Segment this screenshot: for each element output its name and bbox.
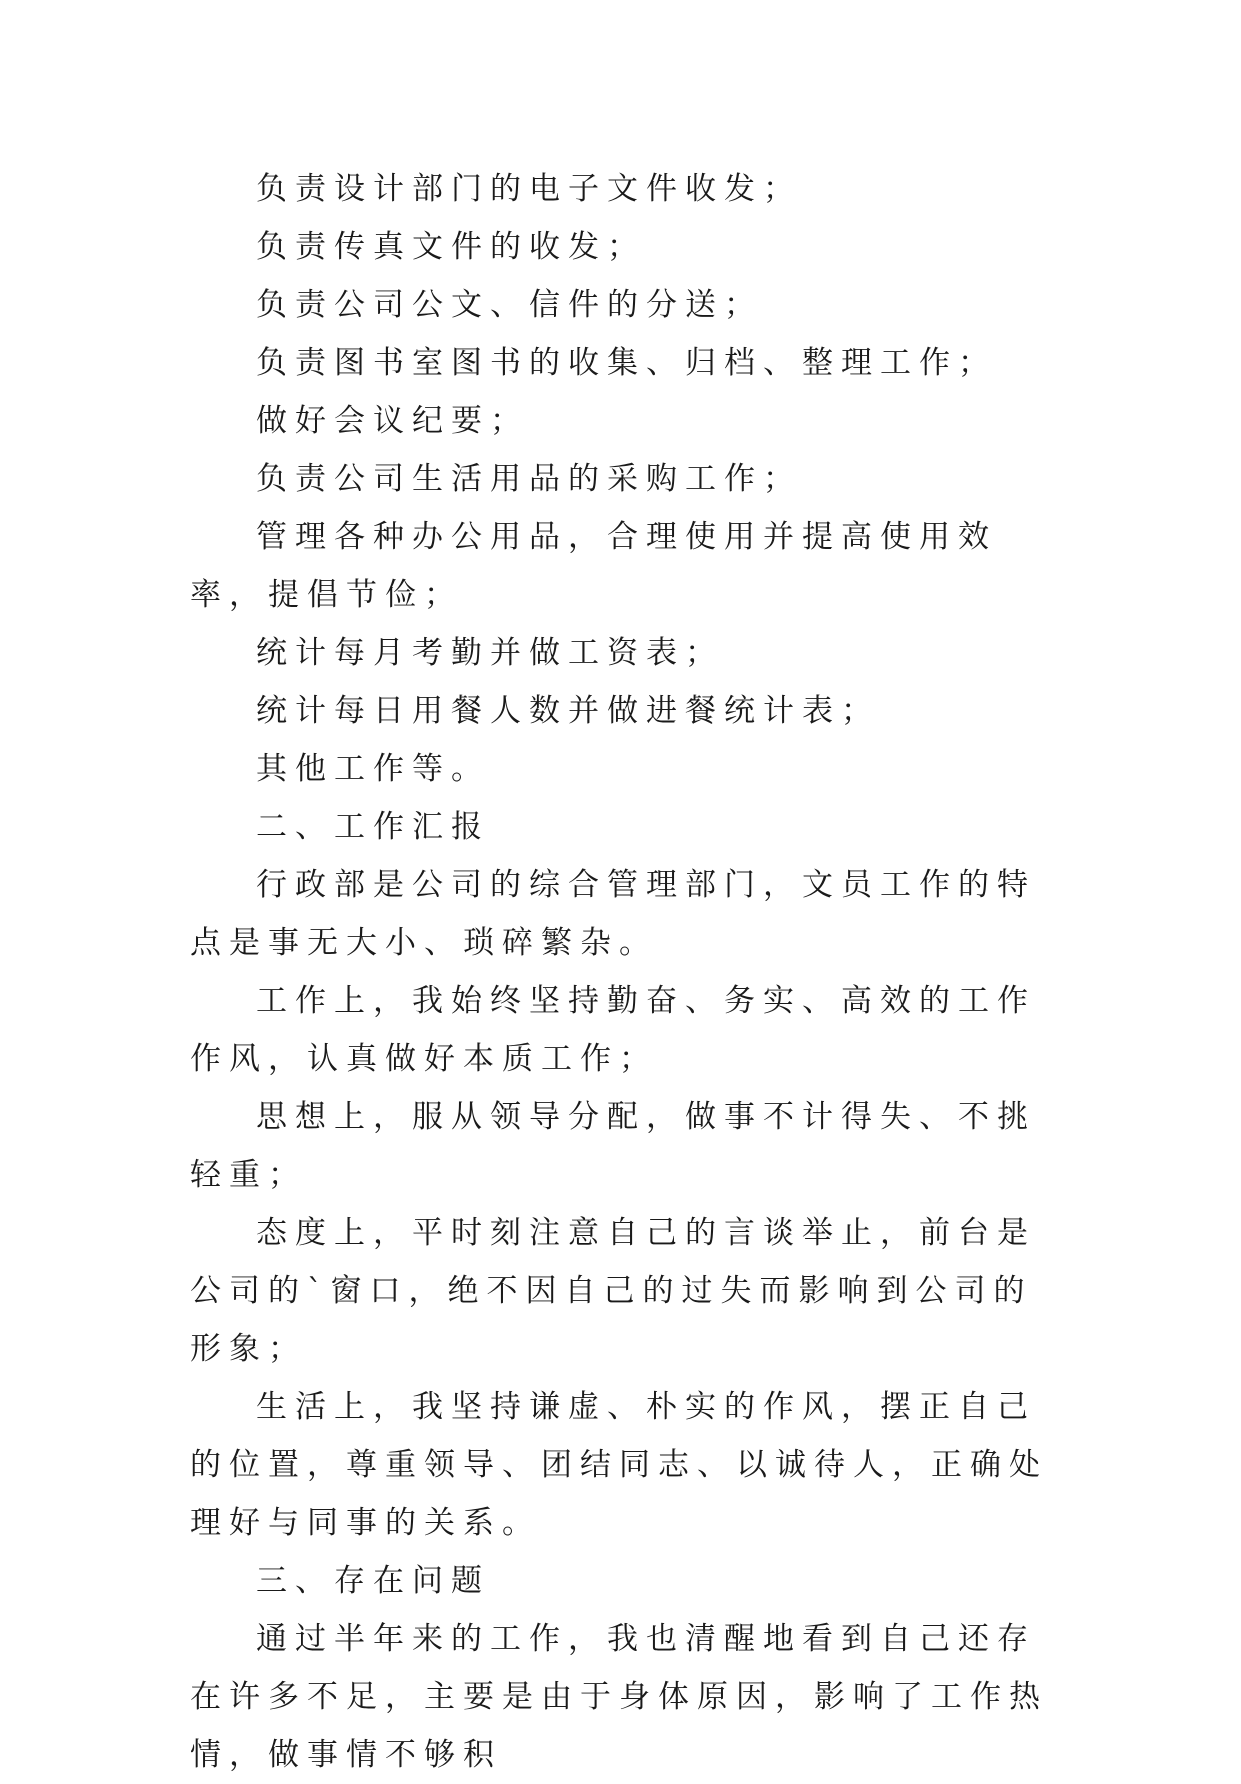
paragraph: 负责公司公文、信件的分送； [256,287,763,323]
paragraph: 管理各种办公用品，合理使用并提高使用效率，提倡节俭； [190,519,997,613]
paragraph: 负责图书室图书的收集、归档、整理工作； [256,345,997,381]
paragraph: 通过半年来的工作，我也清醒地看到自己还存在许多不足，主要是由于身体原因，影响了工作热情，做事情不够积 [190,1621,1048,1773]
paragraph: 行政部是公司的综合管理部门，文员工作的特点是事无大小、琐碎繁杂。 [190,867,1036,961]
paragraph: 负责公司生活用品的采购工作； [256,461,802,497]
paragraph: 工作上，我始终坚持勤奋、务实、高效的工作作风，认真做好本质工作； [190,983,1036,1077]
paragraph: 负责设计部门的电子文件收发； [256,171,802,207]
paragraph: 思想上，服从领导分配，做事不计得失、不挑轻重； [190,1099,1036,1193]
section-heading: 三、存在问题 [256,1563,490,1599]
paragraph: 态度上，平时刻注意自己的言谈举止，前台是公司的`窗口，绝不因自己的过失而影响到公司的形象； [190,1215,1036,1367]
document-body [190,160,1052,1784]
paragraph: 统计每月考勤并做工资表； [256,635,724,671]
paragraph: 做好会议纪要； [256,403,529,439]
paragraph: 统计每日用餐人数并做进餐统计表； [256,693,880,729]
section-heading: 二、工作汇报 [256,809,490,845]
paragraph: 负责传真文件的收发； [256,229,646,265]
paragraph: 其他工作等。 [256,751,490,787]
paragraph: 生活上，我坚持谦虚、朴实的作风，摆正自己的位置，尊重领导、团结同志、以诚待人，正确处理好与同事的关系。 [190,1389,1048,1541]
